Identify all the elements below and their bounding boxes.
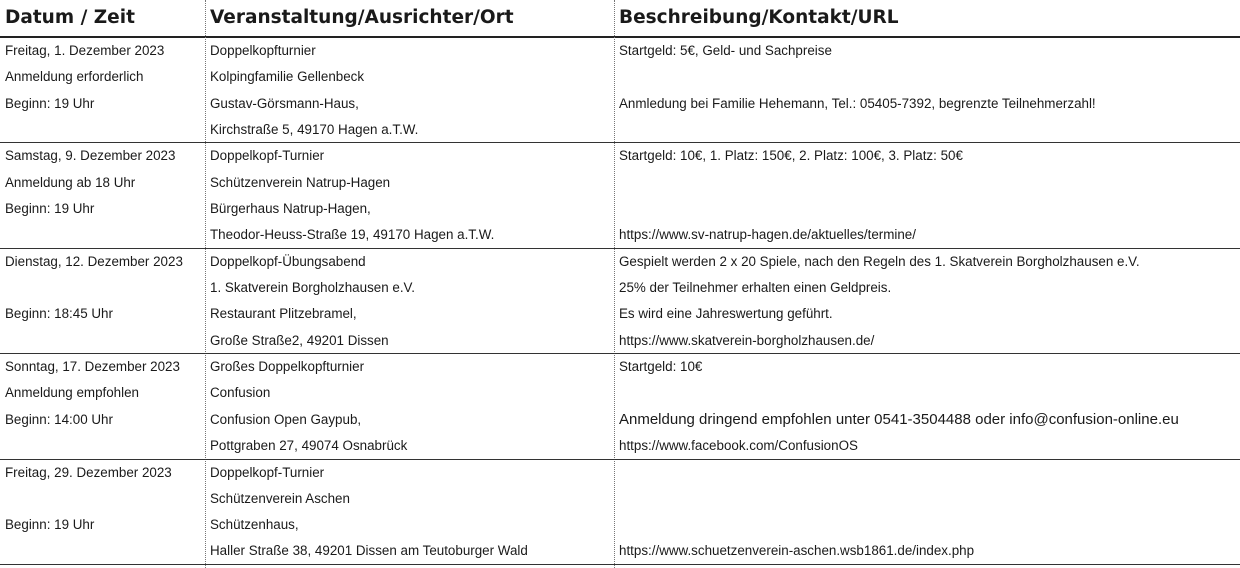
header-description-contact-url: Beschreibung/Kontakt/URL [619, 7, 899, 28]
event-date-line: Dienstag, 12. Dezember 2023 [5, 253, 183, 269]
event-date-line: Anmeldung empfohlen [5, 385, 139, 401]
event-date-line: Samstag, 9. Dezember 2023 [5, 148, 176, 164]
event-row [0, 460, 1240, 565]
event-venue-line: Haller Straße 38, 49201 Dissen am Teutoburger Wald [210, 543, 528, 559]
event-description-line [614, 64, 619, 90]
event-venue-line: Kolpingfamilie Gellenbeck [210, 69, 365, 85]
event-date-line [0, 433, 5, 459]
event-venue-line: Theodor-Heuss-Straße 19, 49170 Hagen a.T.W. [210, 227, 495, 243]
event-date-line [0, 486, 5, 512]
event-venue-line: 1. Skatverein Borgholzhausen e.V. [210, 280, 415, 296]
event-description-line: Startgeld: 10€, 1. Platz: 150€, 2. Platz: 100€, 3. Platz: 50€ [619, 148, 963, 164]
row-divider [0, 564, 1240, 565]
header-event-organizer-location: Veranstaltung/Ausrichter/Ort [210, 7, 514, 28]
event-date-line: Beginn: 19 Uhr [5, 95, 95, 111]
event-description-line[interactable]: https://www.sv-natrup-hagen.de/aktuelles/termine/ [619, 227, 916, 243]
event-venue-line: Schützenverein Natrup-Hagen [210, 174, 391, 190]
event-date-line: Anmeldung ab 18 Uhr [5, 174, 136, 190]
event-description-line [614, 486, 619, 512]
event-date-line: Beginn: 18:45 Uhr [5, 306, 113, 322]
event-description-line[interactable]: https://www.facebook.com/ConfusionOS [619, 438, 858, 454]
event-venue-line: Schützenverein Aschen [210, 490, 350, 506]
event-row [0, 354, 1240, 459]
event-row [0, 249, 1240, 354]
event-description-line: 25% der Teilnehmer erhalten einen Geldpreis. [619, 280, 892, 296]
event-venue-line: Confusion [210, 385, 271, 401]
event-venue-line: Bürgerhaus Natrup-Hagen, [210, 200, 371, 216]
event-date-line: Beginn: 19 Uhr [5, 200, 95, 216]
event-venue-line: Große Straße2, 49201 Dissen [210, 332, 389, 348]
event-date-line [0, 275, 5, 301]
event-description-line: Startgeld: 5€, Geld- und Sachpreise [619, 43, 832, 58]
event-description-line [614, 117, 619, 143]
header-date-time: Datum / Zeit [5, 7, 135, 28]
event-description-line: Anmeldung dringend empfohlen unter 0541-3504488 oder info@confusion-online.eu [619, 410, 1179, 428]
event-description-line: Startgeld: 10€ [619, 359, 703, 375]
event-venue-line: Doppelkopf-Turnier [210, 148, 325, 164]
event-date-line [0, 538, 5, 564]
event-date-line: Freitag, 29. Dezember 2023 [5, 464, 172, 480]
table-header [0, 0, 1240, 38]
event-description-line: Anmledung bei Familie Hehemann, Tel.: 05405-7392, begrenzte Teilnehmerzahl! [619, 95, 1096, 111]
event-description-line [614, 170, 619, 196]
event-venue-line: Restaurant Plitzebramel, [210, 306, 357, 322]
event-date-line: Beginn: 14:00 Uhr [5, 411, 113, 427]
event-description-line [614, 380, 619, 406]
event-description-line [614, 196, 619, 222]
event-venue-line: Doppelkopf-Turnier [210, 464, 325, 480]
event-row [0, 38, 1240, 143]
event-venue-line: Doppelkopfturnier [210, 43, 316, 58]
event-date-line [0, 222, 5, 248]
event-venue-line: Doppelkopf-Übungsabend [210, 253, 366, 269]
event-row [0, 143, 1240, 248]
event-venue-line: Kirchstraße 5, 49170 Hagen a.T.W. [210, 121, 419, 137]
event-date-line [0, 328, 5, 354]
event-venue-line: Pottgraben 27, 49074 Osnabrück [210, 438, 408, 454]
event-description-line[interactable]: https://www.schuetzenverein-aschen.wsb1861.de/index.php [619, 543, 975, 559]
event-date-line: Sonntag, 17. Dezember 2023 [5, 359, 180, 375]
event-venue-line: Großes Doppelkopfturnier [210, 359, 365, 375]
event-description-line[interactable]: https://www.skatverein-borgholzhausen.de/ [619, 332, 875, 348]
event-venue-line: Confusion Open Gaypub, [210, 411, 362, 427]
event-date-line [0, 117, 5, 143]
event-description-line: Gespielt werden 2 x 20 Spiele, nach den Regeln des 1. Skatverein Borgholzhausen e.V. [619, 253, 1140, 269]
event-venue-line: Gustav-Görsmann-Haus, [210, 95, 359, 111]
event-date-line: Beginn: 19 Uhr [5, 517, 95, 533]
event-description-line: Es wird eine Jahreswertung geführt. [619, 306, 833, 322]
event-description-line [614, 512, 619, 538]
event-date-line: Anmeldung erforderlich [5, 69, 144, 85]
event-description-line [614, 460, 619, 486]
event-venue-line: Schützenhaus, [210, 517, 299, 533]
event-date-line: Freitag, 1. Dezember 2023 [5, 43, 165, 58]
